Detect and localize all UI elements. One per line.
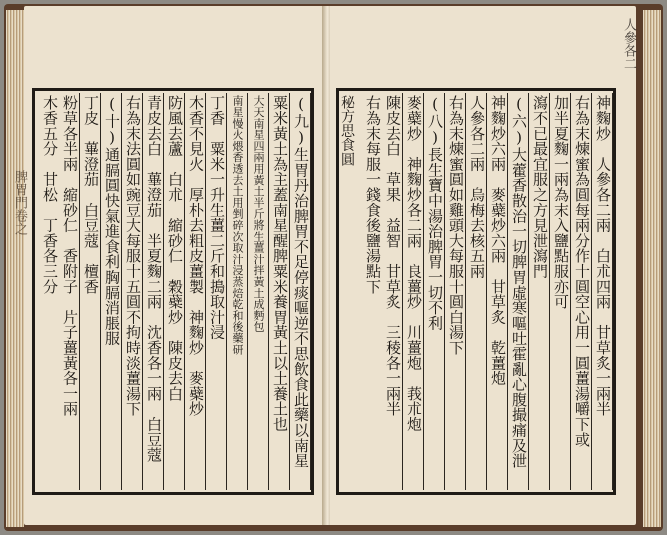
left-column-9: [123, 93, 143, 490]
left-column-8-text: 青皮去白 蓽澄茄 半夏麴二兩 沈香各一兩 白豆蔻: [145, 95, 163, 463]
right-subtitle-column: [337, 93, 361, 490]
left-column-1: [291, 93, 311, 490]
left-column-13-text: 木香五分 甘松 丁香各三分: [41, 95, 59, 294]
right-subtitle: 秘方思食圓: [339, 95, 355, 167]
right-column-8-text: 右為末煉蜜圓如雞頭大每服十圓白湯下: [447, 95, 465, 356]
left-column-1-text: (九)生胃丹治脾胃不足停痰嘔逆不思飲食此藥以南星: [292, 95, 310, 469]
right-column-10-text: 麥蘗炒 神麴炒各二兩 良薑炒 川薑炮 莪朮炮: [405, 95, 423, 432]
right-column-9: [425, 93, 445, 490]
right-column-2: [572, 93, 592, 490]
left-column-6: [186, 93, 206, 490]
right-margin-note: 人參各二: [621, 18, 636, 70]
left-column-4-text: 南星慢火煨香透去土用剉碎次取汁浸蒸焙乾和後藥研: [231, 95, 244, 355]
right-column-6: [488, 93, 508, 490]
right-column-2-text: 右為末煉蜜為圓每兩分作十圓空心用一圓薑湯嚼下或: [573, 95, 591, 447]
right-column-11-text: 陳皮去白 草果 益智 甘草炙 三稜各一兩半: [384, 95, 402, 417]
right-column-7-text: 人參各二兩 烏梅去核五兩: [468, 95, 486, 279]
left-column-12: [60, 93, 80, 490]
left-column-8: [144, 93, 164, 490]
right-column-6-text: 神麴炒六兩 麥蘗炒六兩 甘草炙 乾薑炮: [489, 95, 507, 386]
right-page: [330, 6, 636, 525]
left-column-3-text: 大天南星四兩用黃土半斤將生薑汁拌黃土成麪包: [252, 95, 265, 333]
left-column-13: [40, 93, 59, 490]
left-column-11-text: 丁皮 蓽澄茄 白豆蔻 檀香: [82, 95, 100, 294]
right-column-11: [383, 93, 403, 490]
right-column-4: [530, 93, 550, 490]
right-column-5: [509, 93, 529, 490]
right-column-12: [363, 93, 382, 490]
right-column-3-text: 加半夏麴一兩為末入鹽點服亦可: [552, 95, 570, 310]
right-column-5-text: (六)大藿香散治一切脾胃虛寒嘔吐霍亂心腹撮痛及泄: [510, 95, 528, 469]
left-column-11: [81, 93, 101, 490]
left-column-3: [249, 93, 269, 490]
right-column-10: [404, 93, 424, 490]
left-edge-label: 脾胃門卷之: [12, 170, 27, 235]
left-column-10-text: (十)通膈圓快氣進食利胸膈消脹服: [103, 95, 121, 346]
left-column-4: [228, 93, 248, 490]
left-column-5: [207, 93, 227, 490]
right-column-9-text: (八)長生寶中湯治脾胃一切不利: [426, 95, 444, 331]
right-column-12-text: 右為末每服一錢食後鹽湯點下: [364, 95, 382, 294]
right-column-4-text: 瀉不已最宜服之方見泄瀉門: [531, 95, 549, 279]
left-column-6-text: 木香不見火 厚朴去粗皮薑製 神麴炒 麥蘗炒: [187, 95, 205, 417]
page-edges-left: [6, 10, 24, 527]
left-page: [24, 6, 326, 525]
right-column-3: [551, 93, 571, 490]
left-column-12-text: 粉草各半兩 縮砂仁 香附子 片子薑黃各一兩: [61, 95, 79, 417]
left-column-2-text: 粟米黃土為主蓋南星醒脾粟米養胃黃土以土養土也: [271, 95, 289, 432]
right-column-1-text: 神麴炒 人參各二兩 白朮四兩 甘草炙一兩半: [594, 95, 612, 417]
right-column-1: [593, 93, 613, 490]
left-column-10: [102, 93, 122, 490]
left-column-7-text: 防風去蘆 白朮 縮砂仁 穀蘗炒 陳皮去白: [166, 95, 184, 401]
right-column-7: [467, 93, 487, 490]
right-page-frame: [336, 88, 616, 495]
left-column-9-text: 右為末法圓如豌豆大每服十五圓不拘時淡薑湯下: [124, 95, 142, 417]
right-column-8: [446, 93, 466, 490]
page-edges-right: [643, 10, 661, 527]
left-column-2: [270, 93, 290, 490]
left-column-5-text: 丁香 粟米一升生薑二斤和搗取汁浸: [208, 95, 226, 340]
left-page-frame: [32, 88, 314, 495]
left-column-7: [165, 93, 185, 490]
